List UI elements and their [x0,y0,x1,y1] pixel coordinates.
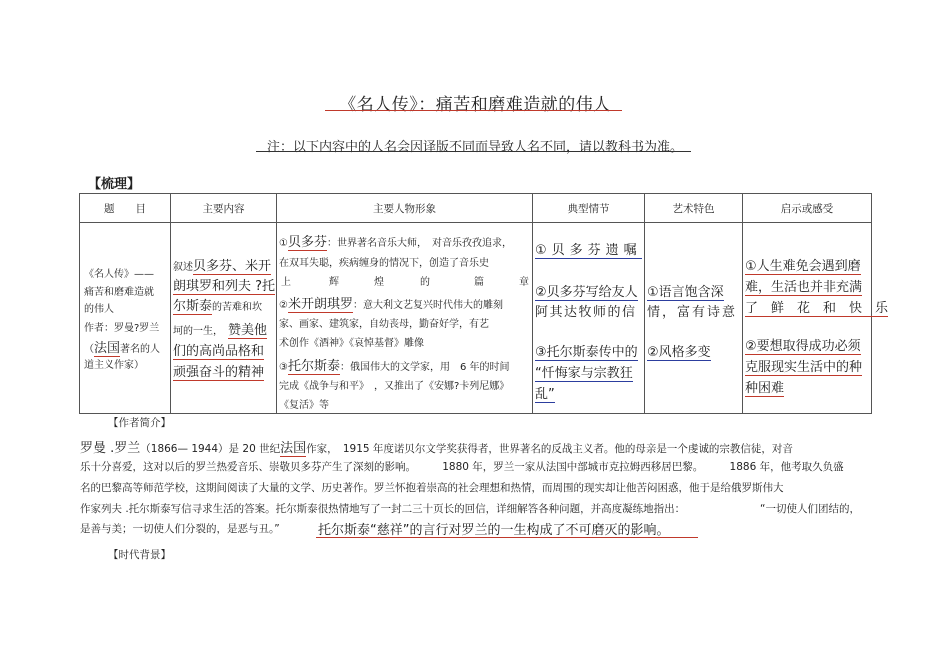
cell-text: 术创作《酒神》《哀悼基督》雕像 [279,338,424,349]
section-label-author: 【作者简介】 [108,417,171,429]
cell-text: 的 [420,277,430,288]
header-characters: 主要人物形象 [277,194,533,223]
section-label-summary: 【梳理】 [88,177,141,192]
handwritten-note: 托尔斯泰“慈祥”的言行对罗兰的一生构成了不可磨灭的影响。 [318,523,670,538]
cell-text: 作者：罗曼?罗兰 [84,323,160,334]
cell-plot [533,223,645,414]
handwritten-note: ①贝多芬遗嘱 [535,239,642,259]
handwritten-note: ②风格多变 [647,341,711,361]
cell-text [279,355,510,374]
handwritten-note: 克服现实生活中的种 [745,356,862,376]
cell-title [80,223,171,414]
cell-characters [277,223,533,414]
cell-art [645,223,743,414]
handwritten-note: 贝多芬 [287,235,327,250]
cell-text: 痛苦和磨难造就 [84,287,154,298]
table-row [80,223,872,414]
note-underline [256,151,691,152]
author-para-line-3: 名的巴黎高等师范学校，这期间阅读了大量的文学、历史著作。罗兰怀抱着崇高的社会理想和热情，而周围的现实却让他苦闷困惑，他于是给俄罗斯伟大 [80,482,784,494]
cell-text: ② [279,300,288,311]
handwritten-note: 朗琪罗和列夫 ?托 [173,275,275,295]
handwritten-note: 法国 [94,341,121,356]
handwritten-note: ②要想取得成功必须 [745,335,861,355]
handwritten-note: ①人生难免会遇到磨 [745,255,861,275]
cell-text: 道主义作家） [84,360,144,371]
cell-text: ③ [279,362,288,373]
handwritten-note: 米开朗琪罗 [287,297,353,312]
cell-text: 《复活》等 [279,400,329,411]
handwritten-note: 赞美他 [228,323,268,338]
cell-text [279,293,503,312]
author-name: 罗曼 .罗兰 [80,441,141,456]
handwritten-note: 顽强奋斗的精神 [173,361,264,381]
author-para-line-4b: “一切使人们团结的， [760,503,860,515]
cell-text [173,295,262,314]
author-text: （1866— 1944）是 20 世纪 [140,443,281,455]
handwritten-note: 托尔斯泰 [287,359,340,374]
translation-note: 注：以下内容中的人名会因译版不同而导致人名不同，请以教科书为准。 [266,140,683,155]
section-label-era: 【时代背景】 [108,549,171,561]
handwritten-note: “忏悔家与宗教狂 [535,362,633,382]
cell-text: 叙述 [173,262,193,273]
handwritten-note: 阿其达牧师的信 [535,305,637,320]
cell-text: 家、画家、建筑家，自幼丧母，勤奋好学，有艺 [279,319,489,330]
author-para-line-5: 是善与美；一切使人们分裂的，是恶与丑。” [80,523,280,535]
cell-insight [743,223,889,414]
handwritten-note: 贝多芬、米开 [193,259,272,274]
handwritten-note: 难，生活也并非充满 [745,276,862,296]
author-text: 作家， 1915 年度诺贝尔文学奖获得者，世界著名的反战主义者。他的母亲是一个虔诚的宗教信徒，对音 [306,443,793,455]
handwritten-note: 尔斯泰 [173,299,213,314]
cell-text: 的伟人 [84,304,114,315]
cell-text: 上 [281,277,291,288]
handwritten-note: ②贝多芬写给友人 [535,281,638,301]
handwritten-underline [316,537,698,538]
cell-text [173,319,267,338]
cell-text [279,231,512,250]
handwritten-note: ①语言饱含深 [647,281,724,301]
handwritten-note: 种困难 [745,377,784,397]
handwritten-note: 们的高尚品格和 [173,340,264,360]
handwritten-note: 了 鲜 花 和 快 乐 [745,297,888,317]
header-art: 艺术特色 [645,194,743,223]
table-header-row [80,194,872,223]
cell-text: 在双耳失聪，疾病缠身的情况下，创造了音乐史 [279,258,489,269]
cell-text: 篇 [474,277,484,288]
handwritten-note: ③托尔斯泰传中的 [535,341,638,361]
cell-text: 煌 [374,277,384,288]
summary-table [79,193,889,414]
handwritten-note: 乱” [535,383,555,403]
handwritten-note: 法国 [280,441,307,456]
header-insight: 启示或感受 [743,194,872,223]
cell-text: 完成《战争与和平》 ，又推出了《安娜?卡列尼娜》 [279,381,510,392]
author-para-line-2: 乐十分喜爱，这对以后的罗兰热爱音乐、崇敬贝多芬产生了深刻的影响。 1880 年，罗兰一家从法国中部城市克拉姆西移居巴黎。 1886 年，他考取久负盛 [80,461,844,473]
cell-text: 的苦难和坎 [212,302,263,313]
cell-content [171,223,277,414]
cell-text: 辉 [329,277,339,288]
cell-text: 《名人传》—— [84,269,154,280]
cell-text: ：俄国伟大的文学家，用 6 年的时间 [339,362,510,373]
cell-text: ：世界著名音乐大师， 对音乐孜孜追求， [326,238,512,249]
cell-text: （法国著名的人 [84,341,161,356]
author-para-line-4: 作家列夫 .托尔斯泰写信寻求生活的答案。托尔斯泰很热情地写了一封二三十页长的回信，详细解答各种问题，并高度凝练地指出： [80,503,686,515]
cell-text: 坷的一生， [173,326,218,337]
header-content: 主要内容 [171,194,277,223]
author-para-line-1 [80,437,793,456]
cell-text: ：意大利文艺复兴时代伟大的雕刻 [352,300,503,311]
page-title: 《名人传》：痛苦和磨难造就的伟人 [339,95,611,115]
header-plot: 典型情节 [533,194,645,223]
handwritten-note: 情，富有诗意 [647,305,738,320]
cell-text: ① [279,238,288,249]
title-underline [325,110,622,111]
cell-text: 章 [519,277,529,288]
header-title: 题 目 [80,194,171,223]
cell-text [173,255,271,274]
